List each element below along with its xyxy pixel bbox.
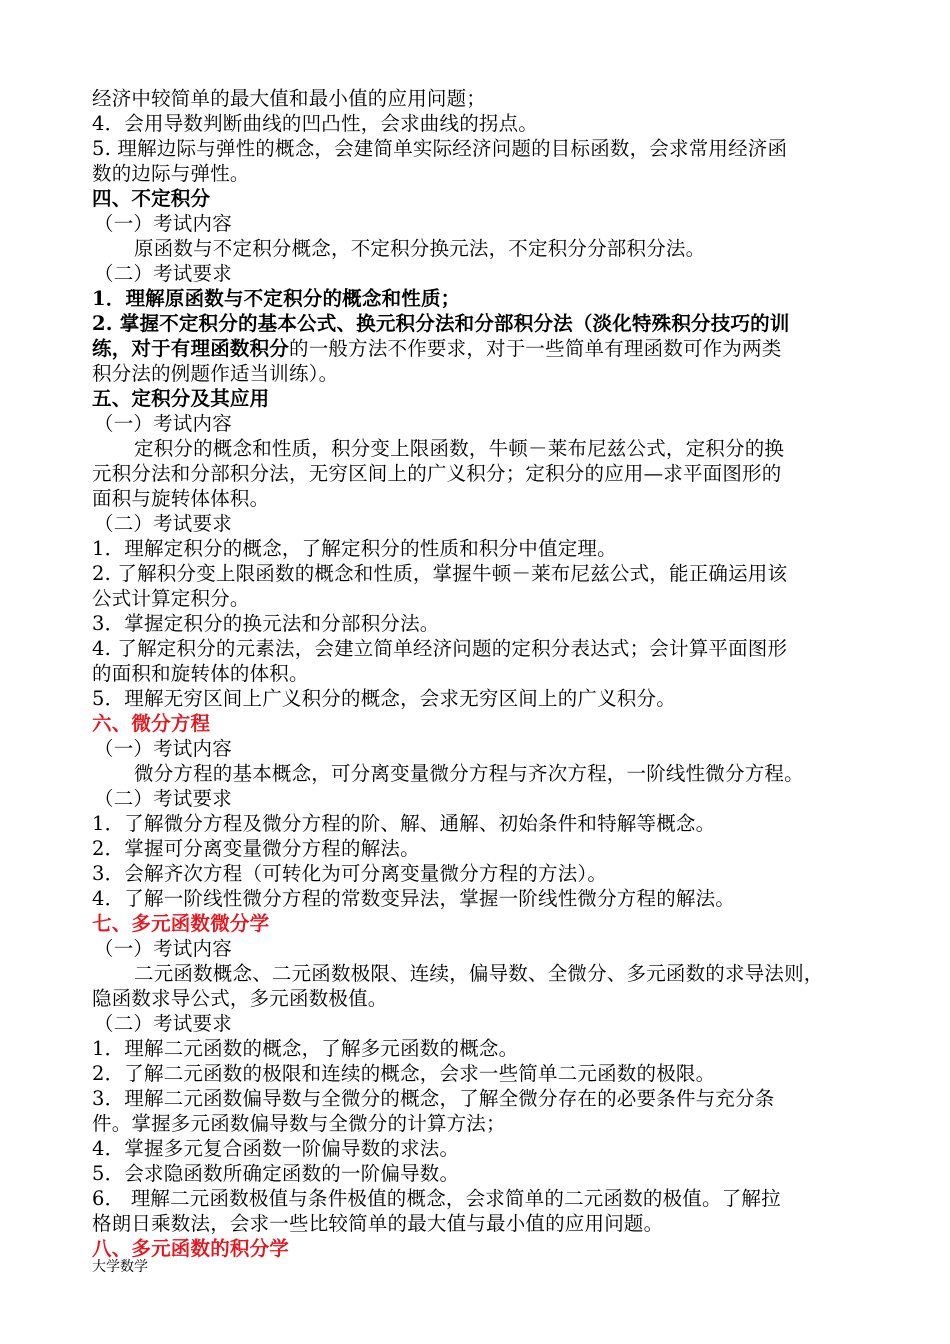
list-item: 4．掌握多元复合函数一阶偏导数的求法。 [92,1137,460,1160]
text-line: 公式计算定积分。 [92,587,250,610]
section-heading-5: 五、定积分及其应用 [92,387,270,410]
paragraph-line: 隐函数求导公式，多元函数极值。 [92,987,388,1010]
list-item: 2．了解二元函数的极限和连续的概念，会求一些简单二元函数的极限。 [92,1062,716,1085]
paragraph-line: 面积与旋转体体积。 [92,487,270,510]
text-line: 积分法的例题作适当训练）。 [92,362,339,385]
list-item: 4. 了解定积分的元素法，会建立简单经济问题的定积分表达式；会计算平面图形 [92,637,788,660]
subsection-heading: （一）考试内容 [94,937,232,960]
list-item: 1．理解二元函数的概念，了解多元函数的概念。 [92,1037,519,1060]
text-line [92,336,864,361]
list-item [92,311,864,336]
paragraph-line: 元积分法和分部积分法，无穷区间上的广义积分；定积分的应用—求平面图形的 [92,462,782,485]
list-item: 5. 理解边际与弹性的概念，会建简单实际经济问题的目标函数，会求常用经济函 [92,137,788,160]
list-item: 1．了解微分方程及微分方程的阶、解、通解、初始条件和特解等概念。 [92,812,716,835]
list-item: 4．会用导数判断曲线的凹凸性，会求曲线的拐点。 [92,112,539,135]
text-line: 的面积和旋转体的体积。 [92,662,309,685]
paragraph-line: 微分方程的基本概念，可分离变量微分方程与齐次方程，一阶线性微分方程。 [134,762,804,785]
text-line: 件。掌握多元函数偏导数与全微分的计算方法； [92,1112,506,1135]
list-item: 3．理解二元函数偏导数与全微分的概念，了解全微分存在的必要条件与充分条 [92,1087,775,1110]
paragraph-line: 原函数与不定积分概念，不定积分换元法，不定积分分部积分法。 [134,237,706,260]
subsection-heading: （一）考试内容 [94,737,232,760]
paragraph-line: 二元函数概念、二元函数极限、连续，偏导数、全微分、多元函数的求导法则， [134,962,824,985]
subsection-heading: （二）考试要求 [94,787,232,810]
page-footer: 大学数学 [92,1259,148,1275]
list-item: 3．会解齐次方程（可转化为可分离变量微分方程的方法）。 [92,862,608,885]
list-item: 2. 了解积分变上限函数的概念和性质，掌握牛顿－莱布尼兹公式，能正确运用该 [92,562,788,585]
list-item: 5．会求隐函数所确定函数的一阶偏导数。 [92,1162,460,1185]
subsection-heading: （一）考试内容 [94,412,232,435]
normal-run: 的一般方法不作要求，对于一些简单有理函数可作为两类 [289,337,782,360]
list-item: 1．理解原函数与不定积分的概念和性质； [92,287,461,310]
list-item: 5．理解无穷区间上广义积分的概念，会求无穷区间上的广义积分。 [92,687,676,710]
list-item: 3．掌握定积分的换元法和分部积分法。 [92,612,440,635]
subsection-heading: （一）考试内容 [94,212,232,235]
text-line: 数的边际与弹性。 [92,162,250,185]
text-line: 格朗日乘数法，会求一些比较简单的最大值与最小值的应用问题。 [92,1212,664,1235]
list-item: 4．了解一阶线性微分方程的常数变异法，掌握一阶线性微分方程的解法。 [92,887,736,910]
section-heading-8: 八、多元函数的积分学 [92,1237,290,1260]
paragraph-line: 定积分的概念和性质，积分变上限函数，牛顿－莱布尼兹公式，定积分的换 [134,437,785,460]
text-line: 经济中较简单的最大值和最小值的应用问题； [92,87,487,110]
bold-run: 2. 掌握不定积分的基本公式、换元积分法和分部积分法（淡化特殊积分技巧的训 [92,312,790,335]
document-body [92,86,864,1261]
list-item: 6． 理解二元函数极值与条件极值的概念，会求简单的二元函数的极值。了解拉 [92,1187,781,1210]
section-heading-6: 六、微分方程 [92,712,211,735]
section-heading-7: 七、多元函数微分学 [92,912,270,935]
section-heading-4: 四、不定积分 [92,187,211,210]
subsection-heading: （二）考试要求 [94,262,232,285]
list-item: 2．掌握可分离变量微分方程的解法。 [92,837,420,860]
subsection-heading: （二）考试要求 [94,512,232,535]
bold-run: 练，对于有理函数积分 [92,337,290,360]
list-item: 1．理解定积分的概念，了解定积分的性质和积分中值定理。 [92,537,617,560]
subsection-heading: （二）考试要求 [94,1012,232,1035]
